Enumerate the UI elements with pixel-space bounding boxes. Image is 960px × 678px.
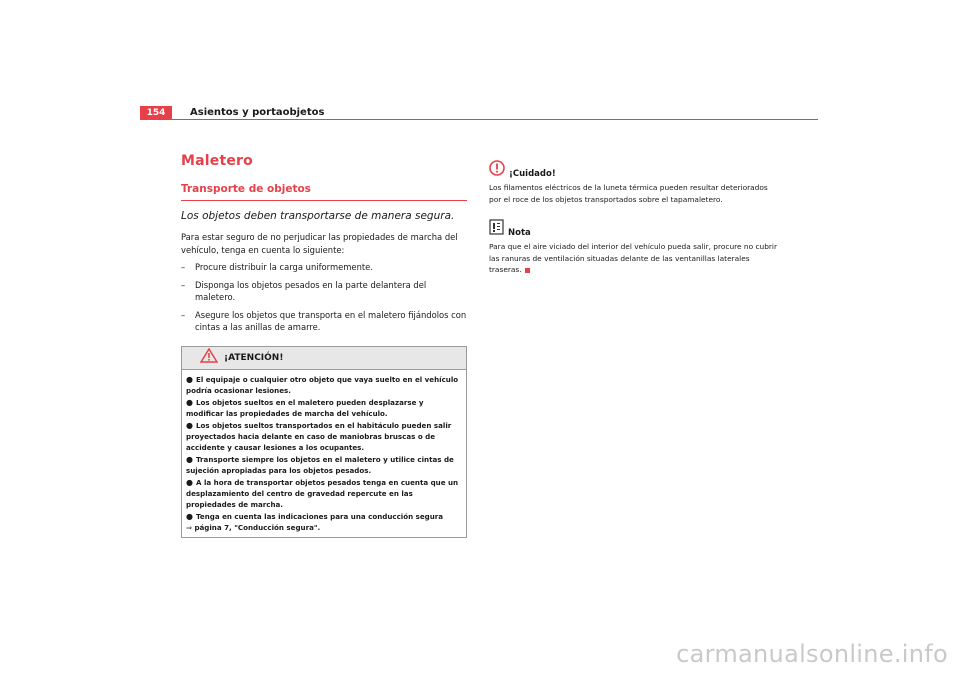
list-item: – Procure distribuir la carga uniformemente. [181, 261, 467, 274]
warning-body [182, 370, 466, 537]
end-of-section-marker-icon [525, 268, 530, 273]
bullet-icon: ● [186, 454, 193, 464]
warning-item [186, 454, 462, 476]
warning-item-text: El equipaje o cualquier otro objeto que vaya suelto en el vehículo podría ocasionar lesiones. [186, 374, 459, 395]
bullet-icon: ● [186, 511, 193, 521]
note-text-content: Para que el aire viciado del interior del vehículo pueda salir, procure no cubrir las ranuras de ventilación situadas delante de las ventanillas laterales traseras. [489, 242, 778, 274]
warning-item [186, 477, 462, 510]
bullet-icon: ● [186, 477, 193, 487]
warning-item [186, 374, 462, 396]
warning-triangle-icon [200, 348, 218, 367]
note-header [489, 217, 779, 239]
warning-header [182, 347, 466, 370]
note-block [489, 217, 779, 276]
note-document-icon [489, 219, 504, 239]
caution-text: Los filamentos eléctricos de la luneta térmica pueden resultar deteriorados por el roce de los objetos transportados sobre el tapamaletero. [489, 183, 768, 204]
cross-reference-link[interactable]: página 7, "Conducción segura". [194, 522, 321, 532]
note-label: Nota [508, 228, 531, 238]
bullet-icon: ● [186, 420, 193, 430]
note-text [489, 241, 779, 276]
dash-list [181, 261, 467, 334]
caution-block [489, 158, 779, 205]
cross-reference-arrow-icon: ⇒ [186, 522, 192, 532]
warning-item [186, 420, 462, 453]
caution-header [489, 158, 779, 180]
watermark: carmanualsonline.info [676, 640, 948, 668]
list-item: – Disponga los objetos pesados en la parte delantera del maletero. [181, 279, 467, 304]
bullet-icon: ● [186, 374, 193, 384]
warning-item-text: Tenga en cuenta las indicaciones para una conducción segura [196, 511, 444, 521]
warning-item-text: Los objetos sueltos en el maletero pueden desplazarse y modificar las propiedades de marcha del vehículo. [186, 397, 424, 418]
warning-label: ¡ATENCIÓN! [224, 352, 284, 363]
warning-box [181, 346, 467, 538]
caution-label: ¡Cuidado! [509, 169, 556, 179]
list-item: – Asegure los objetos que transporta en el maletero fijándolos con cintas a las anillas de amarre. [181, 309, 467, 334]
lead-sentence: Los objetos deben transportarse de manera segura. [181, 210, 455, 222]
right-column [489, 158, 779, 276]
warning-item-text: A la hora de transportar objetos pesados tenga en cuenta que un desplazamiento del centro de gravedad repercute en las propiedades de marcha. [186, 477, 459, 509]
intro-paragraph: Para estar seguro de no perjudicar las propiedades de marcha del vehículo, tenga en cuenta lo siguiente: [181, 232, 458, 255]
warning-item [186, 397, 462, 419]
exclamation-circle-icon [489, 160, 505, 180]
page-number: 154 [140, 106, 172, 120]
section-title: Maletero [181, 153, 253, 169]
header-rule [140, 119, 818, 120]
bullet-icon: ● [186, 397, 193, 407]
warning-item-text: Transporte siempre los objetos en el maletero y utilice cintas de sujeción apropiadas para los objetos pesados. [186, 454, 454, 475]
warning-item [186, 511, 462, 533]
warning-item-text: Los objetos sueltos transportados en el habitáculo pueden salir proyectados hacia delante en caso de maniobras bruscas o de accidente y causar lesiones a los ocupantes. [186, 420, 452, 452]
running-header-title: Asientos y portaobjetos [190, 107, 325, 118]
subsection-title: Transporte de objetos [181, 182, 467, 201]
left-column [181, 152, 467, 538]
